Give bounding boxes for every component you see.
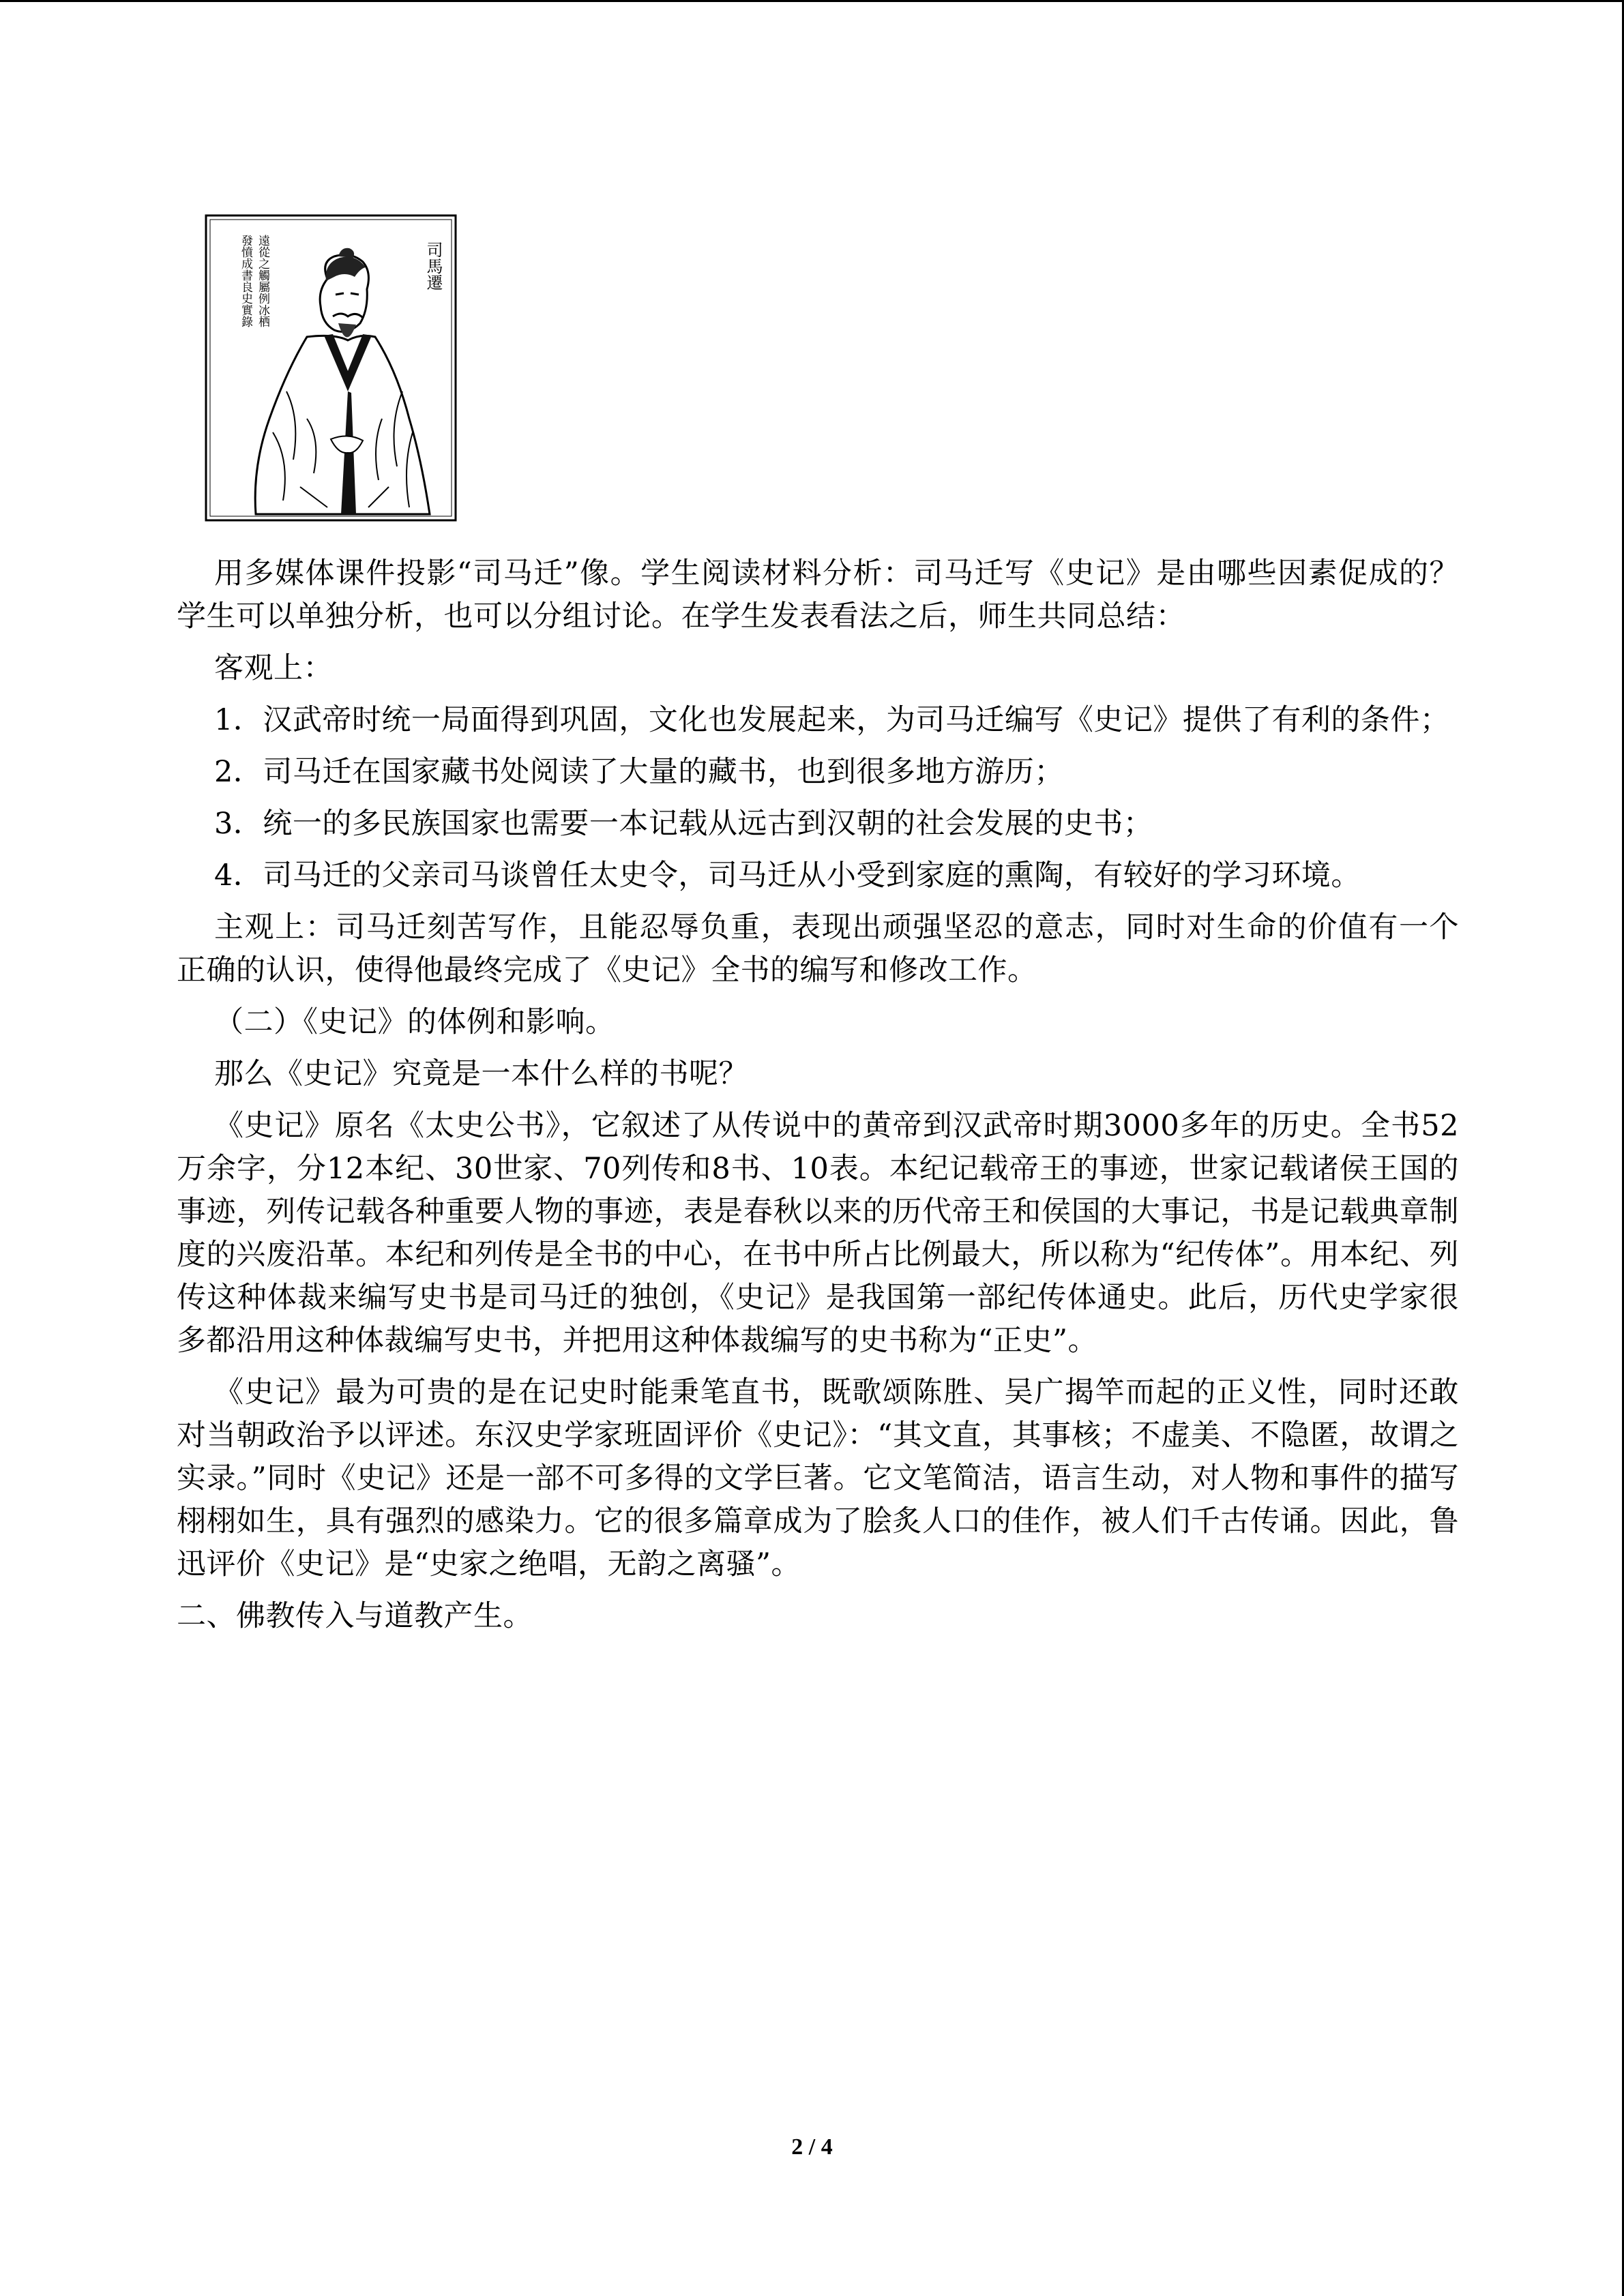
list-item: 4．司马迁的父亲司马谈曾任太史令，司马迁从小受到家庭的熏陶，有较好的学习环境。 bbox=[214, 859, 1361, 893]
paragraph-shiji-structure: 《史记》原名《太史公书》，它叙述了从传说中的黄帝到汉武帝时期3000多年的历史。全书52万余字，分12本纪、30世家、70列传和8书、10表。本纪记载帝王的事迹，世家记载诸侯王国的事迹，列传记载各种重要人物的事迹，表是春秋以来的历代帝王和侯国的大事记，书是记载典章制度的兴废沿革。本纪和列传是全书的中心，在书中所占比例最大，所以称为“纪传体”。用本纪、列传这种体裁来编写史书是司马迁的独创，《史记》是我国第一部纪传体通史。此后，历代史学家很多都沿用这种体裁编写史书，并把用这种体裁编写的史书称为“正史”。 bbox=[177, 1109, 1459, 1358]
list-item: 1．汉武帝时统一局面得到巩固，文化也发展起来，为司马迁编写《史记》提供了有利的条件； bbox=[214, 703, 1450, 737]
portrait-title: 司馬遷 bbox=[424, 241, 443, 290]
paragraph-intro: 用多媒体课件投影“司马迁”像。学生阅读材料分析：司马迁写《史记》是由哪些因素促成的？学生可以单独分析，也可以分组讨论。在学生发表看法之后，师生共同总结： bbox=[177, 556, 1459, 633]
paragraph-objective-heading: 客观上： bbox=[214, 651, 333, 685]
list-item: 3．统一的多民族国家也需要一本记载从远古到汉朝的社会发展的史书； bbox=[214, 807, 1153, 841]
paragraph-question: 那么《史记》究竟是一本什么样的书呢？ bbox=[214, 1057, 748, 1091]
section-heading: （二）《史记》的体例和影响。 bbox=[214, 1005, 615, 1039]
page-number: 2 / 4 bbox=[791, 2134, 833, 2160]
portrait-inscription-1: 遠從之觸屬例冰栖 bbox=[256, 235, 269, 327]
paragraph-shiji-value: 《史记》最为可贵的是在记史时能秉笔直书，既歌颂陈胜、吴广揭竿而起的正义性，同时还敢对当朝政治予以评述。东汉史学家班固评价《史记》：“其文直，其事核；不虚美、不隐匿，故谓之实录。”同时《史记》还是一部不可多得的文学巨著。它文笔简洁，语言生动，对人物和事件的描写栩栩如生，具有强烈的感染力。它的很多篇章成为了脍炙人口的佳作，被人们千古传诵。因此，鲁迅评价《史记》是“史家之绝唱，无韵之离骚”。 bbox=[177, 1375, 1459, 1581]
list-item: 2．司马迁在国家藏书处阅读了大量的藏书，也到很多地方游历； bbox=[214, 755, 1064, 789]
portrait-inscription-2: 發憤成書良史實錄 bbox=[239, 235, 252, 327]
sima-qian-portrait-image bbox=[205, 214, 457, 522]
page-border-top bbox=[0, 0, 1624, 2]
section-heading: 二、佛教传入与道教产生。 bbox=[177, 1599, 533, 1633]
document-body bbox=[177, 552, 1459, 1647]
paragraph-subjective: 主观上：司马迁刻苦写作，且能忍辱负重，表现出顽强坚忍的意志，同时对生命的价值有一个正确的认识，使得他最终完成了《史记》全书的编写和修改工作。 bbox=[177, 910, 1459, 987]
